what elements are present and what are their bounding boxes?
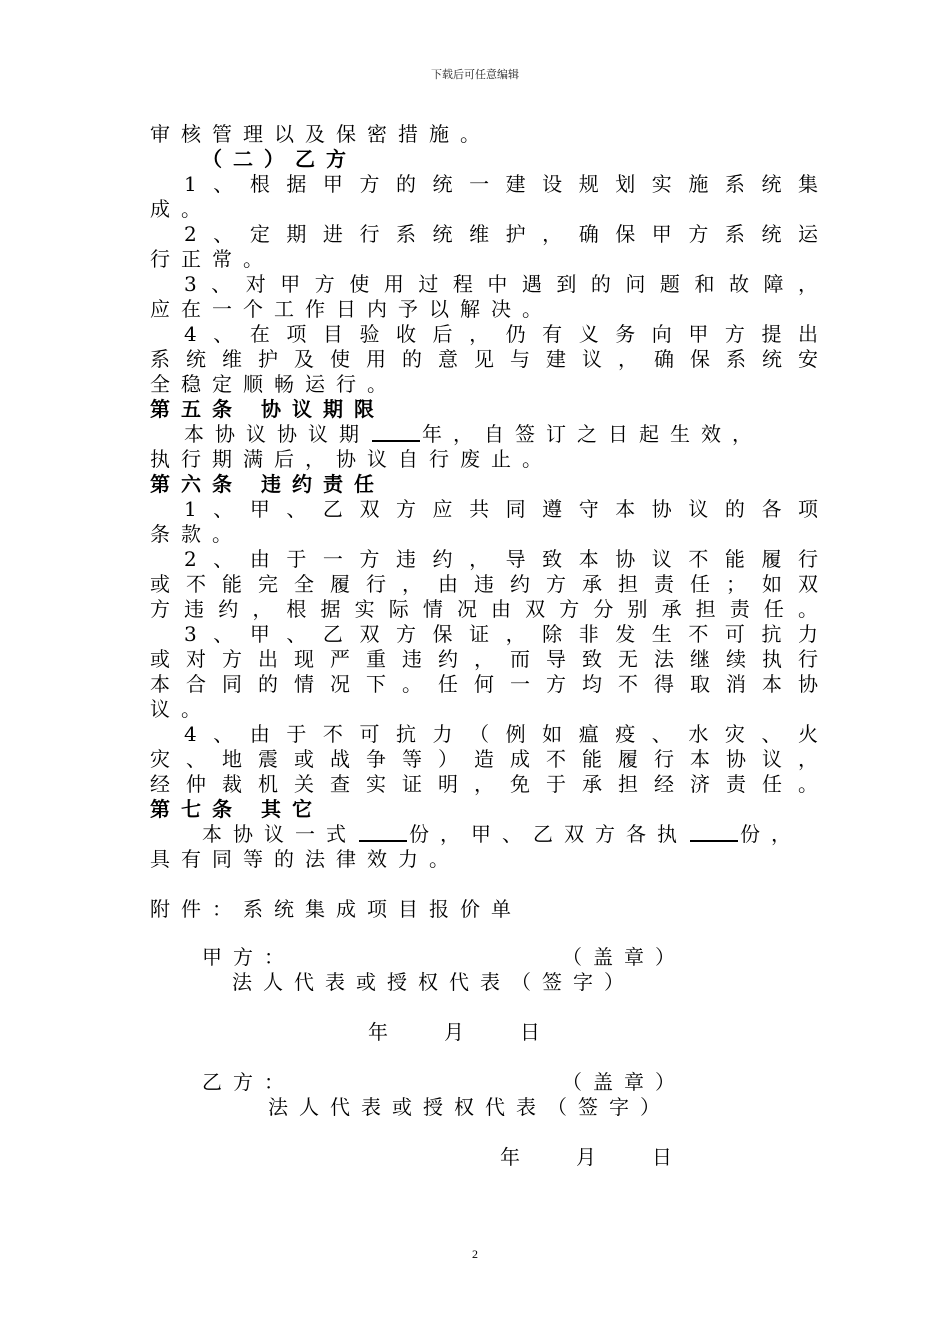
blank-line [150,872,818,897]
text-line: 本合同的情况下。任何一方均不得取消本协 [150,672,818,696]
text-line: 行正常。 [150,247,274,271]
text-line: 审核管理以及保密措施。 [150,122,491,146]
month-label: 月 [444,1020,464,1044]
party-b-label: 乙方： [202,1070,295,1094]
text-line: 或不能完全履行，由违约方承担责任；如双 [150,572,818,596]
article-7-title: 第七条 其它 [150,797,323,821]
day-label: 日 [652,1145,672,1169]
page-header: 下载后可任意编辑 [431,68,519,81]
text-line: 1、甲、乙双方应共同遵守本协议的各项 [184,497,818,521]
text-line: 或对方出现严重违约，而导致无法继续执行 [150,647,818,671]
party-a-label: 甲方： [202,945,295,969]
document-body [150,122,818,922]
text-line: 2、由于一方违约，导致本协议不能履行 [184,547,818,571]
fill-blank [359,822,407,842]
text-line: 灾、地震或战争等）造成不能履行本协议， [150,747,818,771]
text-line: 4、在项目验收后，仍有义务向甲方提出 [184,322,818,346]
text-span: 本协议一式 [202,822,357,846]
text-line: 1、根据甲方的统一建设规划实施系统集 [184,172,818,196]
text-line: 4、由于不可抗力（例如瘟疫、水灾、火 [184,722,818,746]
text-line: 系统维护及使用的意见与建议，确保系统安 [150,347,818,371]
article-6-title: 第六条 违约责任 [150,472,385,496]
text-line: 方违约，根据实际情况由双方分别承担责任。 [150,597,818,621]
text-line: 3、甲、乙双方保证，除非发生不可抗力 [184,622,818,646]
text-span: 份， [740,822,802,846]
article-5-title: 第五条 协议期限 [150,397,385,421]
party-a-date [368,1020,540,1045]
party-b-representative: 法人代表或授权代表（签字） [268,1095,671,1119]
party-b-seal: （盖章） [562,1070,686,1094]
text-line [150,822,818,847]
text-line: 议。 [150,697,212,721]
text-line: 经仲裁机关查实证明，免于承担经济责任。 [150,772,818,796]
fill-blank [372,422,420,442]
text-line [150,422,818,447]
year-label: 年 [368,1020,388,1044]
text-line: 3、对甲方使用过程中遇到的问题和故障， [184,272,818,296]
text-line: 应在一个工作日内予以解决。 [150,297,553,321]
party-a-representative: 法人代表或授权代表（签字） [232,970,635,994]
party-a-seal: （盖章） [562,945,686,969]
month-label: 月 [576,1145,596,1169]
text-line: 全稳定顺畅运行。 [150,372,398,396]
attachment-line: 附件：系统集成项目报价单 [150,897,522,921]
section-heading: （二）乙方 [202,147,357,171]
text-line: 执行期满后，协议自行废止。 [150,447,553,471]
text-span: 年，自签订之日起生效， [422,422,763,446]
year-label: 年 [500,1145,520,1169]
text-line: 条款。 [150,522,243,546]
party-b-date [500,1145,672,1170]
page-number: 2 [472,1247,478,1261]
day-label: 日 [520,1020,540,1044]
text-line: 2、定期进行系统维护，确保甲方系统运 [184,222,818,246]
text-line: 具有同等的法律效力。 [150,847,460,871]
text-line: 成。 [150,197,212,221]
fill-blank [690,822,738,842]
text-span: 本协议协议期 [184,422,370,446]
text-span: 份，甲、乙双方各执 [409,822,688,846]
